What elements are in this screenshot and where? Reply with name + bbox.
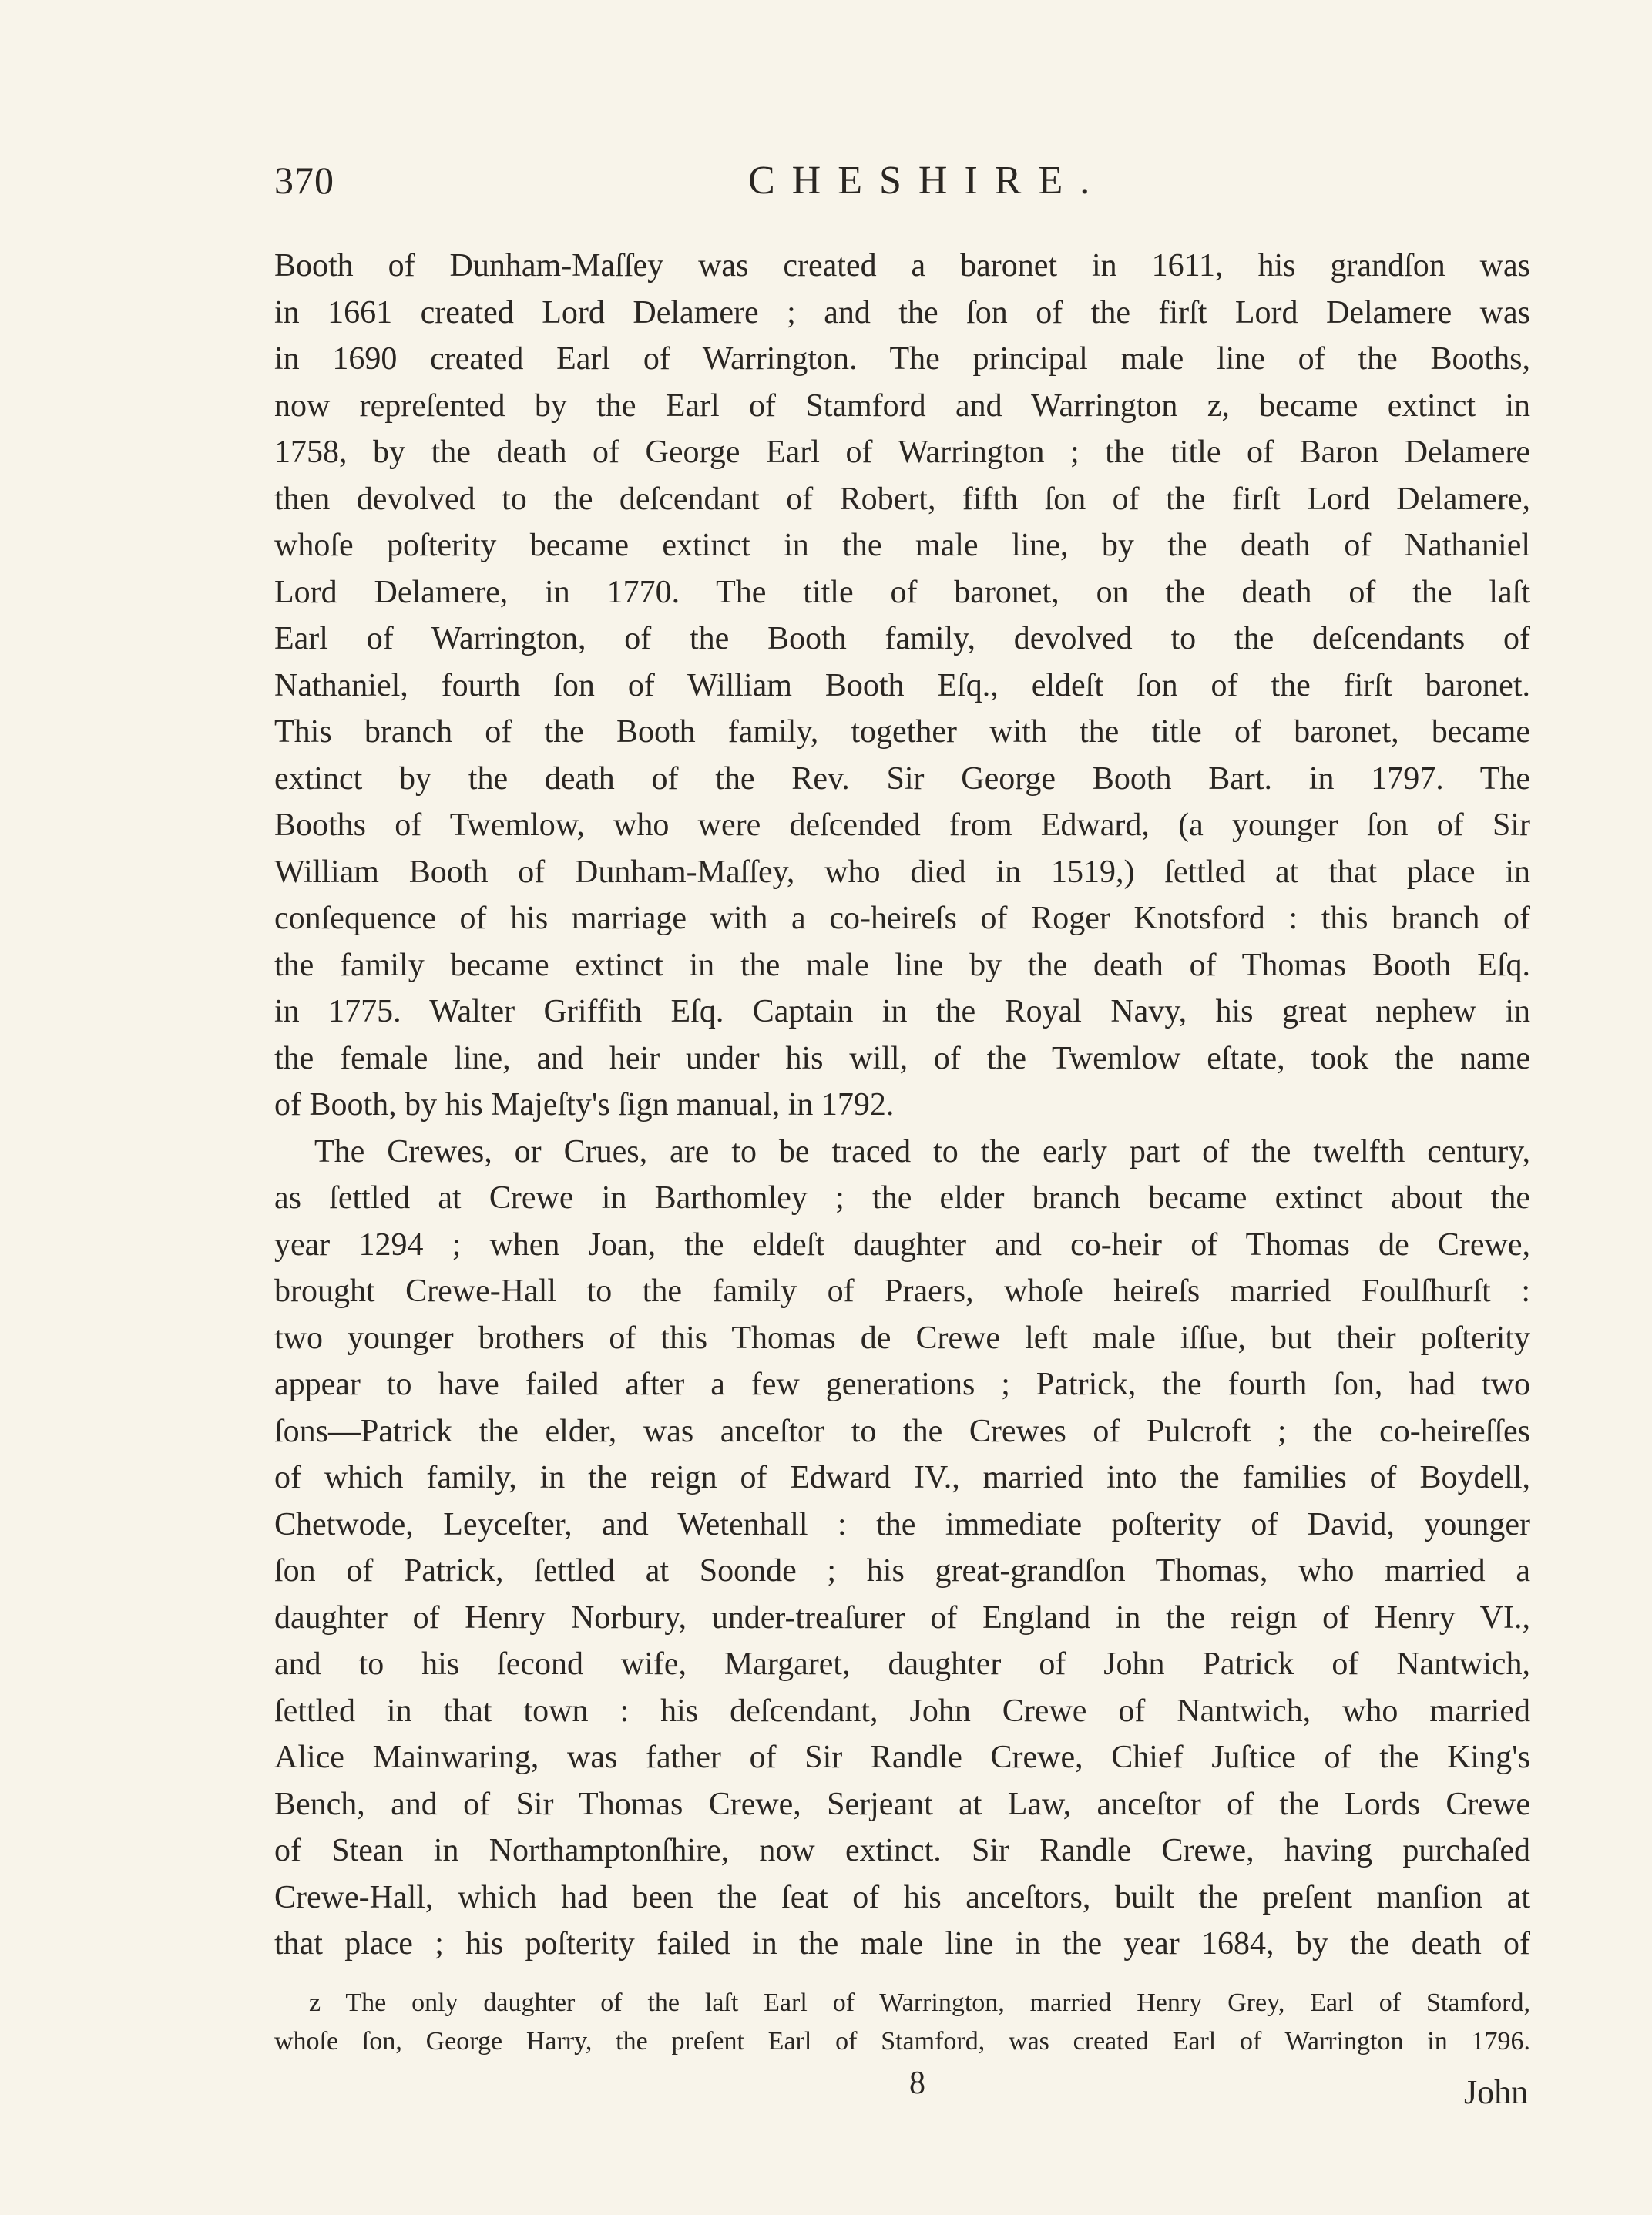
text-line: Lord Delamere, in 1770. The title of baronet, on the death of the laſt	[274, 574, 1530, 610]
text-line: as ſettled at Crewe in Barthomley ; the elder branch became extinct about the	[274, 1180, 1530, 1216]
text-line: two younger brothers of this Thomas de Crewe left male iſſue, but their poſterity	[274, 1320, 1530, 1356]
text-line: Chetwode, Leyceſter, and Wetenhall : the immediate poſterity of David, younger	[274, 1506, 1530, 1542]
text-line: Crewe-Hall, which had been the ſeat of his anceſtors, built the preſent manſion at	[274, 1879, 1530, 1915]
text-line: now repreſented by the Earl of Stamford and Warrington z, became extinct in	[274, 388, 1530, 424]
text-line: ſettled in that town : his deſcendant, John Crewe of Nantwich, who married	[274, 1693, 1530, 1729]
text-line: then devolved to the deſcendant of Robert, fifth ſon of the firſt Lord Delamere,	[274, 481, 1530, 517]
signature-mark: 8	[909, 2066, 925, 2101]
catchword: John	[1464, 2073, 1529, 2111]
text-line: conſequence of his marriage with a co-heireſs of Roger Knotsford : this branch of	[274, 901, 1530, 936]
text-line: and to his ſecond wife, Margaret, daughter of John Patrick of Nantwich,	[274, 1646, 1530, 1682]
text-line: Bench, and of Sir Thomas Crewe, Serjeant at Law, anceſtor of the Lords Crewe	[274, 1786, 1530, 1822]
text-line: Booth of Dunham-Maſſey was created a baronet in 1611, his grandſon was	[274, 248, 1530, 284]
text-line: in 1775. Walter Griffith Eſq. Captain in the Royal Navy, his great nephew in	[274, 994, 1530, 1029]
body-text	[274, 243, 1530, 1968]
text-line: of Stean in Northamptonſhire, now extinct. Sir Randle Crewe, having purchaſed	[274, 1833, 1530, 1868]
page-header	[274, 158, 1538, 212]
text-line: Nathaniel, fourth ſon of William Booth Eſq., eldeſt ſon of the firſt baronet.	[274, 667, 1530, 703]
text-line: in 1690 created Earl of Warrington. The principal male line of the Booths,	[274, 341, 1530, 377]
text-line: extinct by the death of the Rev. Sir George Booth Bart. in 1797. The	[274, 760, 1530, 797]
page-number: 370	[274, 159, 334, 202]
running-head: CHESHIRE.	[748, 159, 1107, 203]
text-line: whoſe poſterity became extinct in the male line, by the death of Nathaniel	[274, 528, 1530, 563]
footnotes	[274, 1984, 1530, 2061]
text-line: that place ; his poſterity failed in the male line in the year 1684, by the death of	[274, 1926, 1530, 1962]
text-line: daughter of Henry Norbury, under-treaſurer of England in the reign of Henry VI.,	[274, 1599, 1530, 1636]
text-line: Earl of Warrington, of the Booth family, devolved to the deſcendants of	[274, 621, 1530, 656]
text-line: year 1294 ; when Joan, the eldeſt daughter and co-heir of Thomas de Crewe,	[274, 1227, 1530, 1263]
text-line: of Booth, by his Majeſty's ſign manual, in 1792.	[274, 1087, 895, 1123]
footnote-line: z The only daughter of the laſt Earl of Warrington, married Henry Grey, Earl of Stamford,	[309, 1988, 1530, 2017]
text-line: Booths of Twemlow, who were deſcended from Edward, (a younger ſon of Sir	[274, 807, 1530, 843]
text-line: brought Crewe-Hall to the family of Praers, whoſe heireſs married Foulſhurſt :	[274, 1274, 1530, 1309]
footnote-line: whoſe ſon, George Harry, the preſent Earl of Stamford, was created Earl of Warrington in 1796.	[274, 2027, 1530, 2056]
text-line: appear to have failed after a few generations ; Patrick, the fourth ſon, had two	[274, 1367, 1530, 1402]
text-line: the family became extinct in the male line by the death of Thomas Booth Eſq.	[274, 947, 1530, 983]
text-line: This branch of the Booth family, together with the title of baronet, became	[274, 714, 1530, 750]
text-line: William Booth of Dunham-Maſſey, who died in 1519,) ſettled at that place in	[274, 854, 1530, 890]
text-line: The Crewes, or Crues, are to be traced to the early part of the twelfth century,	[314, 1133, 1530, 1170]
text-line: Alice Mainwaring, was father of Sir Randle Crewe, Chief Juſtice of the King's	[274, 1740, 1530, 1775]
text-line: in 1661 created Lord Delamere ; and the ſon of the firſt Lord Delamere was	[274, 294, 1530, 331]
text-line: of which family, in the reign of Edward IV., married into the families of Boydell,	[274, 1460, 1530, 1495]
text-line: 1758, by the death of George Earl of Warrington ; the title of Baron Delamere	[274, 435, 1530, 470]
text-line: ſon of Patrick, ſettled at Soonde ; his great-grandſon Thomas, who married a	[274, 1553, 1530, 1589]
text-line: the female line, and heir under his will, of the Twemlow eſtate, took the name	[274, 1040, 1530, 1076]
text-line: ſons—Patrick the elder, was anceſtor to the Crewes of Pulcroft ; the co-heireſſes	[274, 1413, 1530, 1449]
